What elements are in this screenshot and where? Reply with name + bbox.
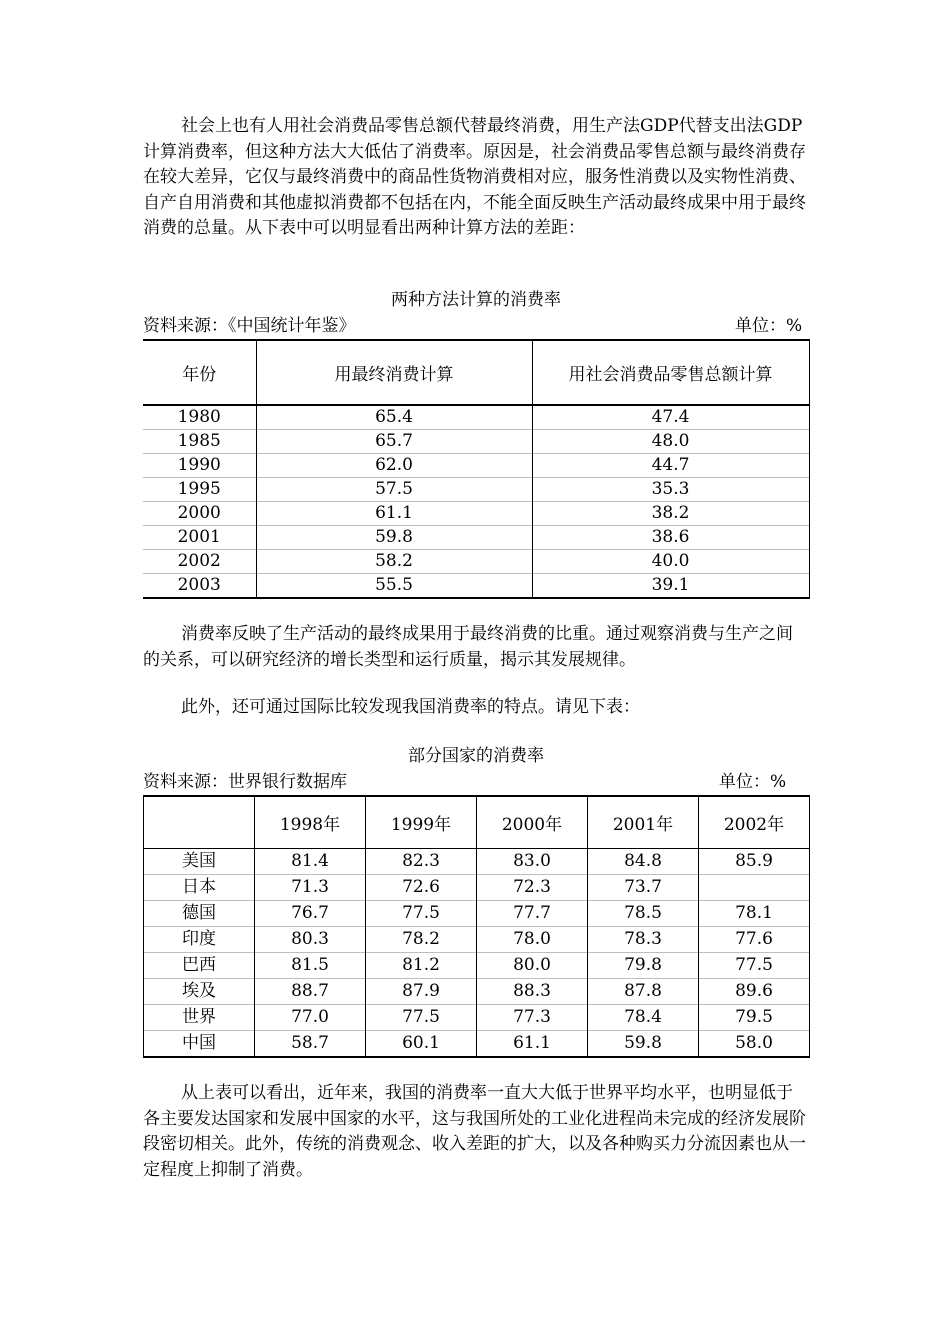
table-country-consumption-rate	[143, 795, 810, 1058]
table1-header-cell: 用最终消费计算	[256, 340, 532, 405]
table-cell: 76.7	[255, 901, 366, 927]
table-cell: 81.2	[366, 953, 477, 979]
table-cell: 65.4	[256, 405, 532, 430]
table-cell: 55.5	[256, 574, 532, 599]
paragraph-consumption-rate: 消费率反映了生产活动的最终成果用于最终消费的比重。通过观察消费与生产之间的关系，可以研究经济的增长类型和运行质量，揭示其发展规律。	[143, 624, 793, 670]
table-cell: 61.1	[477, 1031, 588, 1058]
table-row	[144, 1005, 810, 1031]
table-cell: 38.2	[532, 502, 809, 526]
table-cell: 世界	[144, 1005, 255, 1031]
table-cell: 44.7	[532, 454, 809, 478]
table-cell: 2000	[143, 502, 256, 526]
table-cell: 1985	[143, 430, 256, 454]
table-cell: 38.6	[532, 526, 809, 550]
table-row	[143, 526, 809, 550]
table-cell: 巴西	[144, 953, 255, 979]
table1-title: 两种方法计算的消费率	[391, 290, 561, 310]
table-cell: 89.6	[699, 979, 810, 1005]
table-cell: 85.9	[699, 849, 810, 875]
table-cell: 80.3	[255, 927, 366, 953]
paragraph-conclusion: 从上表可以看出，近年来，我国的消费率一直大大低于世界平均水平，也明显低于各主要发达国家和发展中国家的水平，这与我国所处的工业化进程尚未完成的经济发展阶段密切相关。此外，传统的消费观念、收入差距的扩大，以及各种购买力分流因素也从一定程度上抑制了消费。	[143, 1083, 806, 1180]
table-cell: 中国	[144, 1031, 255, 1058]
table2-header-cell: 2001年	[588, 796, 699, 849]
table-cell: 77.3	[477, 1005, 588, 1031]
table-row	[144, 927, 810, 953]
table-cell: 1990	[143, 454, 256, 478]
table-row	[143, 550, 809, 574]
table-cell: 77.7	[477, 901, 588, 927]
table-cell: 78.4	[588, 1005, 699, 1031]
table-cell: 58.7	[255, 1031, 366, 1058]
table1-header-row	[143, 340, 809, 405]
table2-header-cell: 1998年	[255, 796, 366, 849]
table-cell: 79.8	[588, 953, 699, 979]
table-cell: 印度	[144, 927, 255, 953]
table-cell: 72.6	[366, 875, 477, 901]
table-cell: 78.1	[699, 901, 810, 927]
table-cell: 2002	[143, 550, 256, 574]
table-row	[143, 502, 809, 526]
table-cell: 61.1	[256, 502, 532, 526]
table-cell: 78.0	[477, 927, 588, 953]
table-cell: 80.0	[477, 953, 588, 979]
paragraph-intro: 社会上也有人用社会消费品零售总额代替最终消费，用生产法GDP代替支出法GDP计算消费率，但这种方法大大低估了消费率。原因是，社会消费品零售总额与最终消费存在较大差异，它仅与最终消费中的商品性货物消费相对应，服务性消费以及实物性消费、自产自用消费和其他虚拟消费都不包括在内，不能全面反映生产活动最终成果中用于最终消费的总量。从下表中可以明显看出两种计算方法的差距：	[143, 116, 806, 238]
table2-unit: 单位：%	[719, 772, 787, 792]
table2-title: 部分国家的消费率	[408, 746, 544, 766]
table2-header-row	[144, 796, 810, 849]
table-cell: 日本	[144, 875, 255, 901]
table-row	[143, 478, 809, 502]
table-row	[143, 430, 809, 454]
table-cell: 58.2	[256, 550, 532, 574]
table-cell: 87.8	[588, 979, 699, 1005]
table-cell: 59.8	[588, 1031, 699, 1058]
table-row	[144, 1031, 810, 1058]
table-cell: 60.1	[366, 1031, 477, 1058]
table-row	[143, 405, 809, 430]
table-cell: 77.6	[699, 927, 810, 953]
table-cell: 82.3	[366, 849, 477, 875]
table-row	[143, 574, 809, 599]
table-cell: 81.4	[255, 849, 366, 875]
table-cell: 35.3	[532, 478, 809, 502]
table-cell	[699, 875, 810, 901]
table1-header-cell: 年份	[143, 340, 256, 405]
table-cell: 57.5	[256, 478, 532, 502]
table1-header-cell: 用社会消费品零售总额计算	[532, 340, 809, 405]
table2-header-cell: 1999年	[366, 796, 477, 849]
table-cell: 84.8	[588, 849, 699, 875]
table-row	[144, 979, 810, 1005]
table-cell: 2001	[143, 526, 256, 550]
table2-header-cell	[144, 796, 255, 849]
table-row	[144, 953, 810, 979]
table-cell: 77.5	[366, 901, 477, 927]
table-cell: 48.0	[532, 430, 809, 454]
table-cell: 2003	[143, 574, 256, 599]
table2-header-cell: 2002年	[699, 796, 810, 849]
table-cell: 88.7	[255, 979, 366, 1005]
table-cell: 88.3	[477, 979, 588, 1005]
table-cell: 87.9	[366, 979, 477, 1005]
table-cell: 47.4	[532, 405, 809, 430]
table-cell: 72.3	[477, 875, 588, 901]
table-cell: 83.0	[477, 849, 588, 875]
table2-header-cell: 2000年	[477, 796, 588, 849]
table-cell: 71.3	[255, 875, 366, 901]
table-cell: 1980	[177, 407, 221, 427]
table-row	[144, 849, 810, 875]
table-cell: 78.2	[366, 927, 477, 953]
table-cell: 77.5	[699, 953, 810, 979]
table-cell: 77.0	[255, 1005, 366, 1031]
table-cell: 58.0	[699, 1031, 810, 1058]
table-cell: 59.8	[256, 526, 532, 550]
paragraph-international: 此外，还可通过国际比较发现我国消费率的特点。请见下表：	[181, 697, 640, 717]
table-cell: 埃及	[144, 979, 255, 1005]
table-cell: 81.5	[255, 953, 366, 979]
table-cell: 78.5	[588, 901, 699, 927]
table-cell: 1995	[143, 478, 256, 502]
table-cell: 78.3	[588, 927, 699, 953]
table-cell: 65.7	[256, 430, 532, 454]
table-row	[144, 901, 810, 927]
table-cell: 德国	[144, 901, 255, 927]
table2-source: 资料来源：世界银行数据库	[143, 772, 347, 792]
table-cell: 62.0	[256, 454, 532, 478]
table-row	[144, 875, 810, 901]
table-cell: 39.1	[532, 574, 809, 599]
table-cell: 79.5	[699, 1005, 810, 1031]
table1-unit: 单位：%	[735, 316, 803, 336]
table-row	[143, 454, 809, 478]
table-cell: 73.7	[588, 875, 699, 901]
table-cell: 美国	[144, 849, 255, 875]
table-cell: 40.0	[532, 550, 809, 574]
table1-source: 资料来源：《中国统计年鉴》	[143, 316, 356, 336]
table-cell: 77.5	[366, 1005, 477, 1031]
table-consumption-rate-methods	[143, 339, 810, 599]
